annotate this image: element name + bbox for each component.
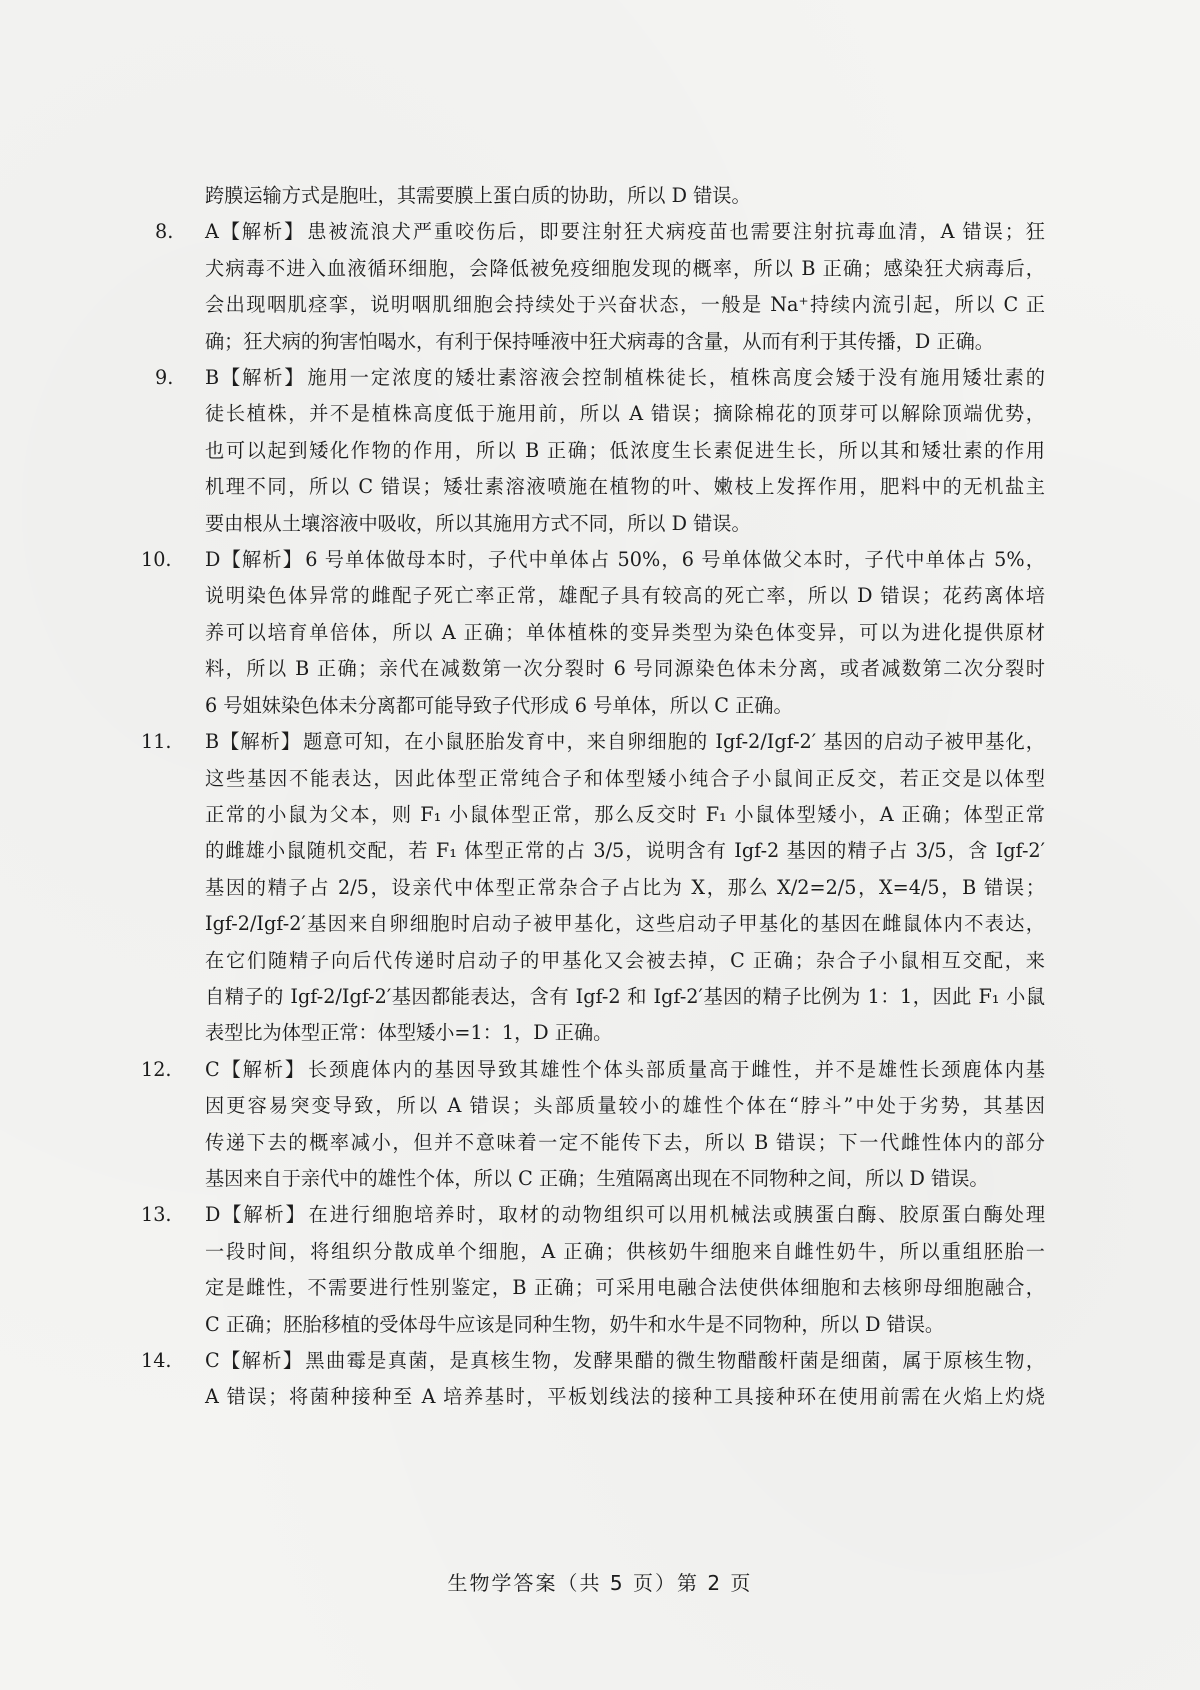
item-number: 11. xyxy=(141,730,172,754)
item-number: 9. xyxy=(155,366,174,390)
item-text-line: 正常的小鼠为父本，则 F₁ 小鼠体型正常，那么反交时 F₁ 小鼠体型矮小，A 正确；体型正常 xyxy=(205,802,1045,826)
item-text-line: 也可以起到矮化作物的作用，所以 B 正确；低浓度生长素促进生长，所以其和矮壮素的作用 xyxy=(205,438,1045,462)
item-text-line: 在它们随精子向后代传递时启动子的甲基化又会被去掉，C 正确；杂合子小鼠相互交配，来 xyxy=(205,948,1045,972)
item-text-line: 确；狂犬病的狗害怕喝水，有利于保持唾液中狂犬病毒的含量，从而有利于其传播，D 正确。 xyxy=(205,329,994,353)
answer-key: D【解析】 xyxy=(205,1203,307,1227)
item-text-line: 徒长植株，并不是植株高度低于施用前，所以 A 错误；摘除棉花的顶芽可以解除顶端优势， xyxy=(205,402,1045,426)
item-text-line: 的雌雄小鼠随机交配，若 F₁ 体型正常的占 3/5，说明含有 Igf-2 基因的精子占 3/5，含 Igf-2′ xyxy=(205,839,1045,863)
item-text-line: 在进行细胞培养时，取材的动物组织可以用机械法或胰蛋白酶、胶原蛋白酶处理 xyxy=(308,1203,1046,1227)
item-text-line: 6 号姐妹染色体未分离都可能导致子代形成 6 号单体，所以 C 正确。 xyxy=(205,693,793,717)
item-number: 14. xyxy=(141,1349,172,1372)
item-text-line: 基因来自于亲代中的雄性个体，所以 C 正确；生殖隔离出现在不同物种之间，所以 D 错误。 xyxy=(205,1166,989,1190)
item-text-line: 犬病毒不进入血液循环细胞，会降低被免疫细胞发现的概率，所以 B 正确；感染狂犬病毒后， xyxy=(205,256,1045,280)
answer-key: B【解析】 xyxy=(205,730,302,754)
item-text-line: Igf-2/Igf-2′基因来自卵细胞时启动子被甲基化，这些启动子甲基化的基因在雌鼠体内不表达， xyxy=(205,912,1045,936)
answer-item-14 xyxy=(141,1343,1046,1416)
item-text-line: 说明染色体异常的雌配子死亡率正常，雄配子具有较高的死亡率，所以 D 错误；花药离体培 xyxy=(205,584,1045,608)
answer-key: C【解析】 xyxy=(205,1057,307,1081)
answer-item-11 xyxy=(141,724,1045,1052)
item-text-line: 传递下去的概率减小，但并不意味着一定不能传下去，所以 B 错误；下一代雌性体内的部分 xyxy=(205,1130,1045,1154)
answer-key: A【解析】 xyxy=(205,220,306,244)
item-text-line: 黑曲霉是真菌，是真核生物，发酵果醋的微生物醋酸杆菌是细菌，属于原核生物， xyxy=(305,1349,1046,1372)
item-number: 12. xyxy=(141,1057,172,1081)
item-text-line: 一段时间，将组织分散成单个细胞，A 正确；供核奶牛细胞来自雌性奶牛，所以重组胚胎一 xyxy=(205,1239,1045,1263)
item-text-line: 施用一定浓度的矮壮素溶液会控制植株徒长，植株高度会矮于没有施用矮壮素的 xyxy=(307,366,1045,390)
item-text-line: A 错误；将菌种接种至 A 培养基时，平板划线法的接种工具接种环在使用前需在火焰上灼烧 xyxy=(205,1385,1045,1409)
item-text-line: 题意可知，在小鼠胚胎发育中，来自卵细胞的 Igf-2/Igf-2′ 基因的启动子被甲基化， xyxy=(303,730,1045,754)
item-text-line: 会出现咽肌痉挛，说明咽肌细胞会持续处于兴奋状态，一般是 Na⁺持续内流引起，所以 C 正 xyxy=(205,293,1045,317)
answer-body xyxy=(141,178,1046,1416)
item-text-line: 料，所以 B 正确；亲代在减数第一次分裂时 6 号同源染色体未分离，或者减数第二次分裂时 xyxy=(205,657,1045,681)
answer-item-10 xyxy=(141,542,1045,724)
item-text-line: 表型比为体型正常：体型矮小=1：1，D 正确。 xyxy=(205,1021,613,1045)
item-text-line: 基因的精子占 2/5，设亲代中体型正常杂合子占比为 X，那么 X/2=2/5，X=4/5，B 错误； xyxy=(205,875,1045,899)
answer-item-9 xyxy=(155,360,1045,542)
answer-item-13 xyxy=(141,1197,1046,1343)
item-text-line: 养可以培育单倍体，所以 A 正确；单体植株的变异类型为染色体变异，可以为进化提供原材 xyxy=(205,620,1045,644)
answer-item-8 xyxy=(155,214,1045,360)
item-number: 8. xyxy=(155,220,174,244)
item-text-line: 这些基因不能表达，因此体型正常纯合子和体型矮小纯合子小鼠间正反交，若正交是以体型 xyxy=(205,766,1045,790)
item-text-line: 6 号单体做母本时，子代中单体占 50%，6 号单体做父本时，子代中单体占 5%， xyxy=(305,548,1045,572)
continuation-paragraph xyxy=(165,178,1045,214)
item-text-line: 定是雌性，不需要进行性别鉴定，B 正确；可采用电融合法使供体细胞和去核卵母细胞融合， xyxy=(205,1276,1045,1300)
answer-item-12 xyxy=(141,1052,1045,1198)
item-text-line: C 正确；胚胎移植的受体母牛应该是同种生物，奶牛和水牛是不同物种，所以 D 错误。 xyxy=(205,1312,945,1336)
item-text-line: 患被流浪犬严重咬伤后，即要注射狂犬病疫苗也需要注射抗毒血清，A 错误；狂 xyxy=(307,220,1045,244)
answer-key: D【解析】 xyxy=(205,548,304,572)
continuation-line: 跨膜运输方式是胞吐，其需要膜上蛋白质的协助，所以 D 错误。 xyxy=(205,184,751,207)
item-text-line: 自精子的 Igf-2/Igf-2′基因都能表达，含有 Igf-2 和 Igf-2′基因的精子比例为 1：1，因此 F₁ 小鼠 xyxy=(205,984,1045,1008)
page-footer: 生物学答案（共 5 页）第 2 页 xyxy=(447,1571,753,1595)
item-text-line: 因更容易突变导致，所以 A 错误；头部质量较小的雄性个体在“脖斗”中处于劣势，其基因 xyxy=(205,1094,1045,1118)
item-number: 13. xyxy=(141,1203,172,1227)
answer-key: C【解析】 xyxy=(205,1349,304,1372)
answer-key: B【解析】 xyxy=(205,366,306,390)
item-text-line: 长颈鹿体内的基因导致其雄性个体头部质量高于雌性，并不是雄性长颈鹿体内基 xyxy=(308,1057,1045,1081)
item-number: 10. xyxy=(141,548,172,572)
item-text-line: 要由根从土壤溶液中吸收，所以其施用方式不同，所以 D 错误。 xyxy=(205,511,751,535)
item-text-line: 机理不同，所以 C 错误；矮壮素溶液喷施在植物的叶、嫩枝上发挥作用，肥料中的无机盐主 xyxy=(205,475,1045,499)
